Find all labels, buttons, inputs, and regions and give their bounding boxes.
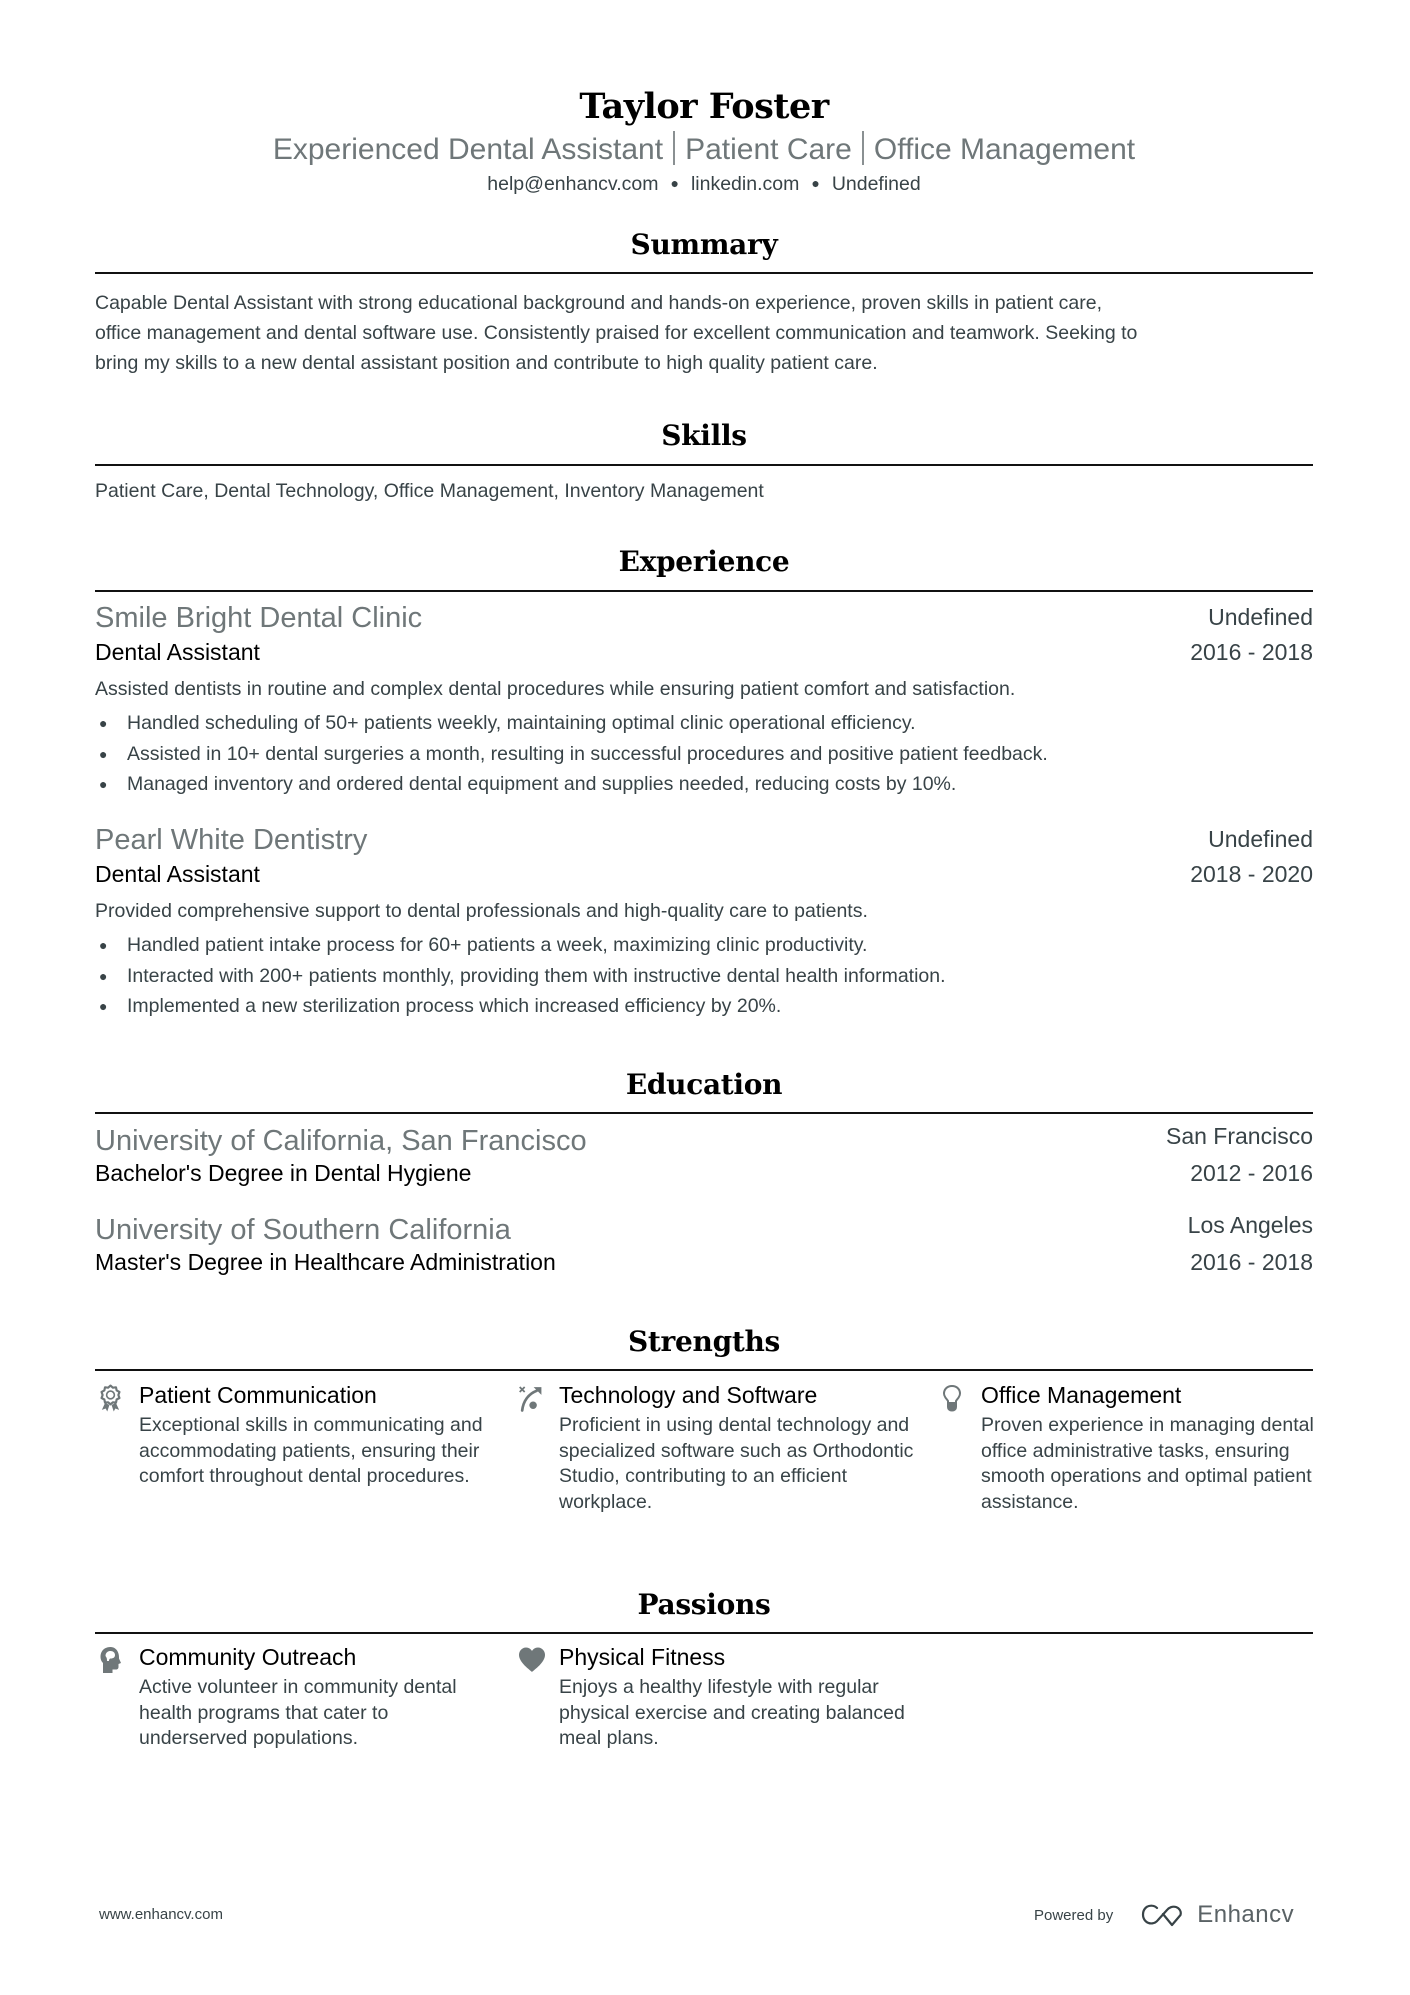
education-dates: 2012 - 2016 (1190, 1160, 1313, 1186)
company-name: Pearl White Dentistry (95, 824, 368, 856)
strength-title: Technology and Software (559, 1382, 818, 1408)
section-title-education: Education (625, 1068, 783, 1101)
candidate-name: Taylor Foster (579, 86, 829, 127)
headline-separator (862, 131, 864, 165)
bullet-dot: ● (99, 937, 108, 953)
job-description: Assisted dentists in routine and complex dental procedures while ensuring patient comfort and satisfaction. (95, 678, 1016, 700)
contact-line (95, 170, 1313, 197)
job-bullets (95, 930, 946, 1022)
heart-icon (517, 1646, 547, 1674)
section-divider (95, 1112, 1313, 1114)
bullet-text: Implemented a new sterilization process which increased efficiency by 20%. (127, 995, 782, 1017)
contact-linkedin[interactable]: linkedin.com (690, 173, 800, 195)
bullet-text: Handled scheduling of 50+ patients weekly, maintaining optimal clinic operational efficiency. (127, 712, 916, 734)
bullet-separator: ● (811, 175, 820, 191)
bullet-text: Interacted with 200+ patients monthly, providing them with instructive dental health information. (127, 964, 946, 987)
strength-title: Office Management (981, 1382, 1182, 1408)
bullet-dot: ● (99, 967, 108, 984)
contact-location: Undefined (831, 173, 921, 195)
job-location: Undefined (1208, 826, 1313, 852)
bullet-item (95, 769, 1048, 800)
section-divider (95, 1369, 1313, 1371)
lightbulb-icon (941, 1384, 963, 1412)
section-title-summary: Summary (630, 228, 778, 261)
passion-description: Enjoys a healthy lifestyle with regular physical exercise and creating balanced meal plans. (559, 1676, 905, 1750)
passion-title: Physical Fitness (559, 1644, 726, 1670)
strength-description: Proficient in using dental technology and specialized software such as Orthodontic Studio, contributing to an efficient workplace. (559, 1414, 914, 1513)
school-location: San Francisco (1165, 1123, 1313, 1149)
summary-line: Capable Dental Assistant with strong educational background and hands-on experience, proven skills in patient care, (95, 292, 1103, 314)
head-brain-icon (97, 1646, 124, 1674)
section-divider (95, 1632, 1313, 1634)
section-title-experience: Experience (618, 545, 790, 578)
section-title-strengths: Strengths (627, 1325, 780, 1358)
job-location: Undefined (1208, 604, 1313, 630)
passion-title: Community Outreach (139, 1644, 357, 1670)
enhancv-logo-icon (1139, 1902, 1187, 1928)
headline-part: Experienced Dental Assistant (272, 133, 664, 166)
footer-website[interactable]: www.enhancv.com (99, 1906, 223, 1923)
summary-line: bring my skills to a new dental assistant position and contribute to high quality patient care. (95, 352, 878, 374)
summary-text (95, 288, 1313, 378)
strength-description: Exceptional skills in communicating and accommodating patients, ensuring their comfort throughout dental procedures. (139, 1414, 483, 1488)
summary-line: office management and dental software use. Consistently praised for excellent communication and teamwork. Seeking to (95, 322, 1138, 344)
headline-part: Office Management (873, 133, 1136, 166)
company-name: Smile Bright Dental Clinic (95, 602, 423, 634)
job-bullets (95, 708, 1048, 800)
school-location: Los Angeles (1187, 1212, 1313, 1238)
bullet-item (95, 708, 1048, 739)
degree: Master's Degree in Healthcare Administration (95, 1249, 556, 1275)
headline-separator (673, 131, 675, 165)
section-divider (95, 464, 1313, 466)
strength-title: Patient Communication (139, 1382, 377, 1408)
bullet-item (95, 930, 946, 961)
section-divider (95, 272, 1313, 274)
skills-text: Patient Care, Dental Technology, Office Management, Inventory Management (95, 480, 764, 502)
enhancv-brand: Enhancv (1197, 1901, 1295, 1928)
strength-description: Proven experience in managing dental office administrative tasks, ensuring smooth operations and optimal patient assistance. (981, 1414, 1314, 1513)
section-title-passions: Passions (637, 1588, 771, 1621)
job-dates: 2016 - 2018 (1190, 639, 1313, 665)
job-description: Provided comprehensive support to dental professionals and high-quality care to patients. (95, 900, 868, 922)
bullet-dot: ● (99, 745, 108, 762)
section-title-skills: Skills (661, 419, 747, 452)
education-dates: 2016 - 2018 (1190, 1249, 1313, 1275)
bullet-item (95, 991, 946, 1022)
powered-by (1034, 1900, 1294, 1930)
bullet-text: Handled patient intake process for 60+ patients a week, maximizing clinic productivity. (127, 934, 868, 956)
bullet-item (95, 961, 946, 992)
headline (95, 131, 1313, 169)
powered-by-label: Powered by (1034, 1906, 1114, 1924)
school-name: University of Southern California (95, 1214, 511, 1246)
headline-part: Patient Care (685, 133, 852, 166)
section-divider (95, 590, 1313, 592)
bullet-text: Managed inventory and ordered dental equipment and supplies needed, reducing costs by 10%. (127, 773, 957, 795)
contact-email[interactable]: help@enhancv.com (487, 173, 659, 195)
bullet-dot: ● (99, 776, 108, 792)
bullet-text: Assisted in 10+ dental surgeries a month, resulting in successful procedures and positive patient feedback. (127, 742, 1048, 765)
bullet-dot: ● (99, 715, 108, 731)
strategy-icon (517, 1384, 544, 1412)
job-title: Dental Assistant (95, 861, 260, 887)
resume-page (95, 0, 1313, 1995)
job-title: Dental Assistant (95, 639, 260, 665)
degree: Bachelor's Degree in Dental Hygiene (95, 1160, 472, 1186)
job-dates: 2018 - 2020 (1190, 861, 1313, 887)
school-name: University of California, San Francisco (95, 1125, 587, 1157)
bullet-item (95, 739, 1048, 770)
bullet-dot: ● (99, 998, 108, 1014)
bullet-separator: ● (670, 175, 679, 191)
passion-description: Active volunteer in community dental health programs that cater to underserved populations. (139, 1676, 457, 1750)
award-medal-icon (97, 1384, 124, 1412)
